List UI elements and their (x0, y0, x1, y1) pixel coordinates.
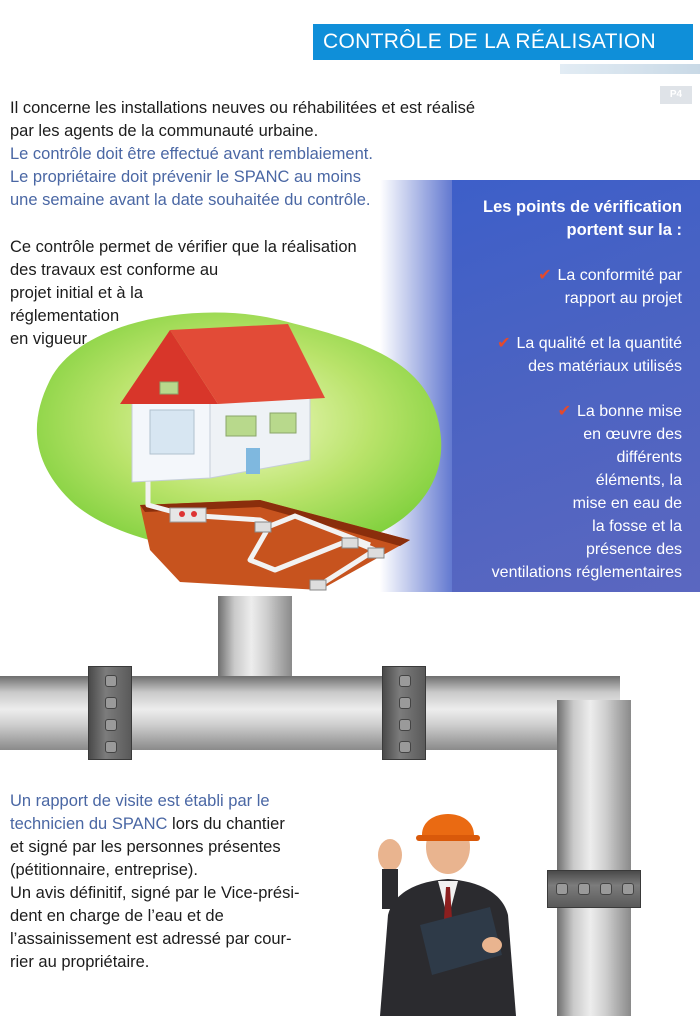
verification-item-line: ventilations réglementaires (491, 564, 682, 581)
intro-line: Il concerne les installations neuves ou réhabilitées et est réalisé (10, 99, 476, 117)
report-line: (pétitionnaire, entreprise). (10, 861, 199, 879)
verification-item-line: en œuvre des (583, 426, 682, 443)
verification-item-line: la fosse et la (592, 518, 682, 535)
house-septic-illustration (20, 300, 460, 600)
pipe-flange-vertical (547, 870, 641, 908)
verification-title-line: Les points de vérification (483, 198, 682, 216)
verification-item-line: éléments, la (595, 472, 682, 489)
report-line: l’assainissement est adressé par cour- (10, 930, 292, 948)
verification-item (483, 264, 682, 310)
verification-item-line: rapport au projet (564, 290, 682, 307)
report-line: Un avis définitif, signé par le Vice-prési- (10, 884, 300, 902)
purpose-line: Ce contrôle permet de vérifier que la réalisation (10, 238, 357, 256)
septic-tank (170, 508, 206, 522)
verification-item-line: présence des (585, 541, 682, 558)
report-line: dent en charge de l’eau et de (10, 907, 224, 925)
intro-highlight-line: une semaine avant la date souhaitée du contrôle. (10, 191, 371, 209)
intro-highlight-line: Le contrôle doit être effectué avant remblaiement. (10, 145, 373, 163)
intro-line: par les agents de la communauté urbaine. (10, 122, 319, 140)
verification-title (483, 196, 682, 242)
verification-list (483, 196, 682, 584)
report-line: et signé par les personnes présentes (10, 838, 281, 856)
report-line: lors du chantier (167, 815, 285, 833)
technician-illustration (360, 795, 535, 1016)
purpose-line: réglementation (10, 307, 120, 325)
report-line: rier au propriétaire. (10, 953, 150, 971)
purpose-line: des travaux est conforme au (10, 261, 219, 279)
verification-item-line: La bonne mise (577, 403, 682, 420)
intro-highlight-line: Le propriétaire doit prévenir le SPANC au moins (10, 168, 361, 186)
verification-item-line: La qualité et la quantité (516, 335, 682, 352)
check-icon: ✔ (538, 267, 552, 284)
pipe-flange-right (382, 666, 426, 760)
purpose-line: projet initial et à la (10, 284, 143, 302)
verification-item (483, 332, 682, 378)
verification-title-line: portent sur la : (566, 221, 682, 239)
pipe-flange-left (88, 666, 132, 760)
verification-item-line: mise en eau de (572, 495, 682, 512)
purpose-line: en vigueur. (10, 330, 91, 348)
check-icon: ✔ (497, 335, 511, 352)
check-icon: ✔ (557, 403, 572, 420)
verification-item (483, 400, 682, 584)
verification-item-line: des matériaux utilisés (528, 358, 682, 375)
page-number-tab: P4 (660, 86, 692, 104)
report-paragraph (10, 790, 326, 974)
verification-item-line: différents (616, 449, 682, 466)
vertical-pipe-bottom (557, 700, 631, 1016)
report-highlight-line: technicien du SPANC (10, 815, 168, 833)
vertical-pipe-top (218, 596, 292, 688)
report-highlight-line: Un rapport de visite est établi par le (10, 792, 270, 810)
ok-hand (378, 839, 402, 871)
title-underline (560, 64, 700, 74)
page-title: CONTRÔLE DE LA RÉALISATION (313, 24, 693, 60)
verification-item-line: La conformité par (557, 267, 682, 284)
